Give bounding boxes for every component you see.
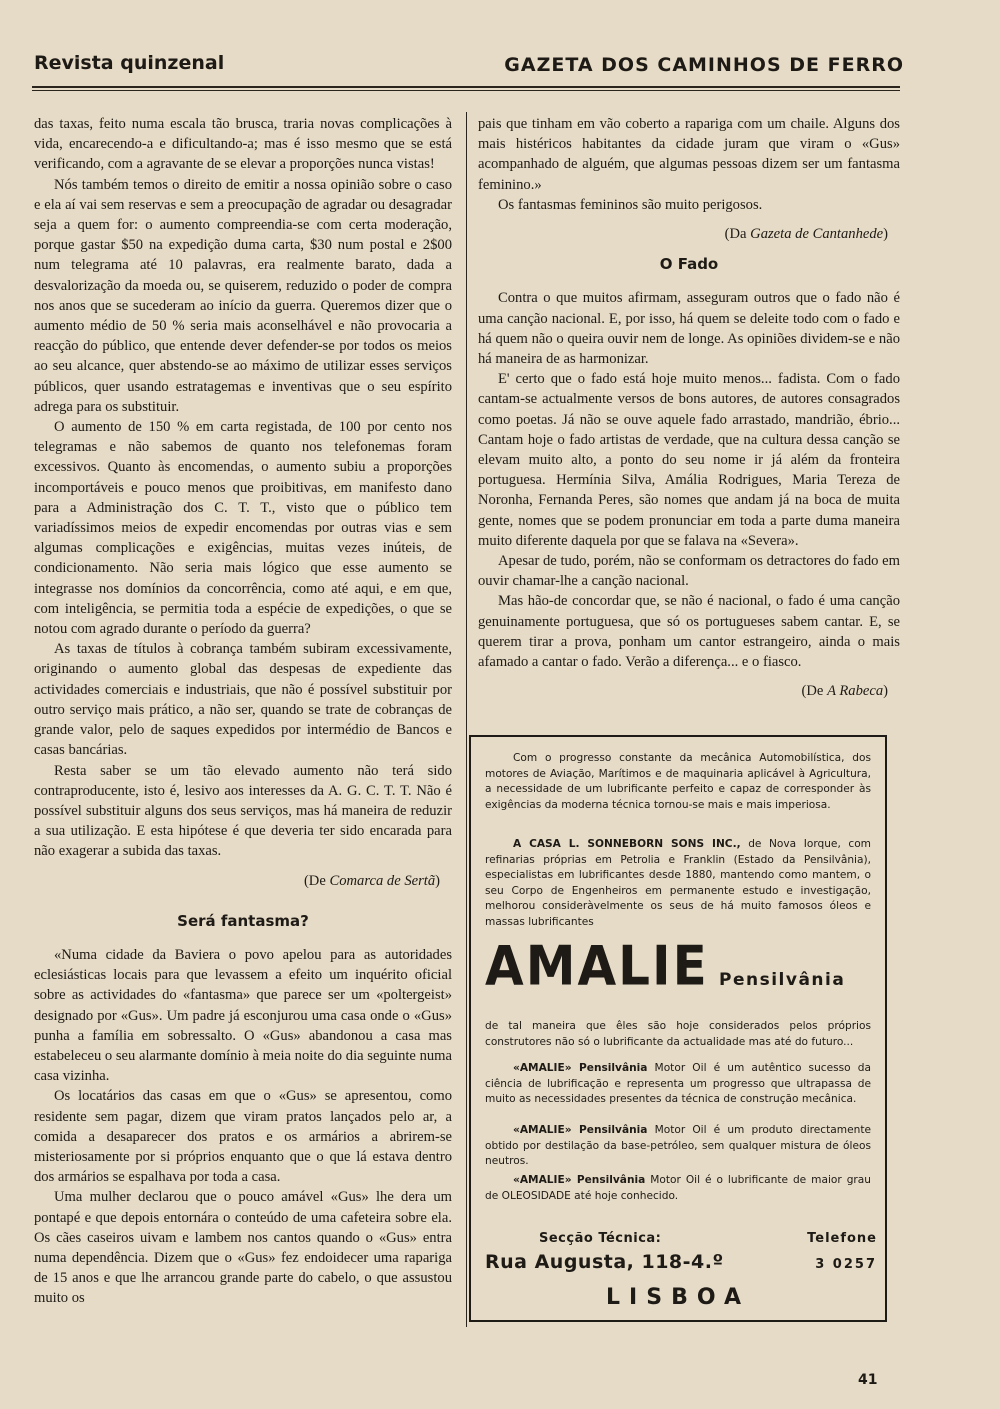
- paragraph: das taxas, feito numa escala tão brusca, traria novas complicações à vida, encarecendo-a e dificultando-a; mas é isso mesmo que se está verificando, com a agravante de se elevar a proporções nunca vistas!: [34, 116, 452, 173]
- paragraph: Resta saber se um tão elevado aumento não terá sido contraproducente, isto é, lesivo aos interesses da A. G. C. T. T. Não é possível substituir alguns dos seus serviços, mas há maneira de reduzir a sua utilização. E esta hipótese é que deveria ter sido encarada para não exagerar a subida das taxas.: [34, 762, 452, 860]
- ad-company-paragraph: A CASA L. SONNEBORN SONS INC., de Nova Iorque, com refinarias próprias em Petrolia e Franklin (Estado da Pensilvânia), especialistas em lubrificantes desde 1880, mantendo como mantem, o seu Corpo de Engenheiros em permanente estudo e investigação, melhorou consideràvelmente os seus de há muito famosos óleos e massas lubrificantes: [485, 838, 872, 928]
- ad-paragraph: «AMALIE» Pensilvânia Motor Oil é o lubrificante de maior grau de OLEOSIDADE até hoje conhecido.: [485, 1174, 871, 1202]
- header-right: GAZETA DOS CAMINHOS DE FERRO: [504, 54, 904, 76]
- paragraph: Contra o que muitos afirmam, asseguram outros que o fado não é uma canção nacional. E, por isso, há quem se deleite todo com o fado e há quem não o queira ouvir nem de longe. As opiniões dividem-se e não há maneira de as harmonizar.: [478, 290, 900, 368]
- header-rule: [32, 86, 900, 88]
- ad-paragraph: de tal maneira que êles são hoje considerados pelos próprios construtores não só o lubrificante da actualidade mas até do futuro...: [485, 1020, 871, 1048]
- ad-paragraph: «AMALIE» Pensilvânia Motor Oil é um produto directamente obtido por destilação da base-petróleo, sem qualquer mistura de óleos neutros.: [485, 1124, 872, 1167]
- right-column: [478, 114, 900, 711]
- brand-subtitle: Pensilvânia: [719, 970, 846, 990]
- amalie-advertisement: [469, 735, 887, 1322]
- phone-label: Telefone: [807, 1231, 877, 1246]
- paragraph: E' certo que o fado está hoje muito menos... fadista. Com o fado cantam-se actualmente versos de bons autores, de autores consagrados como poetas. Já não se ouve aquele fado arrastado, mandrião, ébrio... Cantam hoje o fado artistas de verdade, que na cultura dessa canção se elevam muito alto, a ponto do seu nome ir já além da fronteira portuguesa. Hermínia Silva, Amália Rodrigues, Maria Tereza de Noronha, Fernanda Peres, são nomes que andam já na boca de muita gente, nomes que se podem pronunciar em toda a parte duma maneira muito diferente daquela por que se falava na «Severa».: [478, 371, 900, 549]
- paragraph: «Numa cidade da Baviera o povo apelou para as autoridades eclesiásticas locais para que levassem a efeito um inquérito oficial sobre as actividades do «fantasma» que parece ser um «poltergeist» designado por «Gus». Um padre já esconjurou uma casa onde o «Gus» punha a família em sobressalto. O «Gus» abandonou a casa mas estabeleceu o seu alarmante domínio à meia noite do dia seguinte numa casa vizinha.: [34, 946, 452, 1085]
- ad-paragraph: «AMALIE» Pensilvânia Motor Oil é um autêntico sucesso da ciência de lubrificação e representa um progresso que ultrapassa de muito as necessidades presentes da técnica de construção mecânica.: [485, 1062, 871, 1105]
- section-label: Secção Técnica:: [539, 1231, 662, 1246]
- source-citation: (Da Gazeta de Cantanhede): [724, 226, 888, 243]
- paragraph: Uma mulher declarou que o pouco amável «Gus» lhe dera um pontapé e que depois entornára o conteúdo de uma cafeteira sobre ela. Os cães caseiros uivam e lambem nos cantos quando o «Gus» entra numa dependência. Dizem que o «Gus» fez endoidecer uma rapariga de 15 anos e que lhe arrancou grande parte do cabelo, o que assustou muito os: [34, 1189, 452, 1307]
- paragraph: Mas hão-de concordar que, se não é nacional, o fado é uma canção genuinamente portuguesa, que só os portugueses sabem cantar. E, se querem tirar a prova, ponham um cantor estrangeiro, ainda o mais afamado a cantar o fado. Verão a diferença... e o fiasco.: [478, 593, 900, 671]
- address: Rua Augusta, 118-4.º: [485, 1251, 724, 1273]
- source-citation: (De A Rabeca): [801, 683, 888, 700]
- paragraph: Os fantasmas femininos são muito perigosos.: [498, 196, 763, 213]
- brand-logo: AMALIE: [485, 934, 709, 998]
- paragraph: Nós também temos o direito de emitir a nossa opinião sobre o caso e ela aí vai sem reservas e sem a preocupação de agradar ou desagradar seja a quem for: o aumento compreendia-se com certa moderação, porque gastar $50 na expedição duma carta, $30 num postal e 2$00 num telegrama até 10 palavras, era realmente barato, dada a desvalorização da moeda ou, se quiserem, reduzido o poder de compra nos anos que se sucederam ao início da guerra. Queremos dizer que o aumento médio de 50 % seria mais aconselhável e não provocaria a reacção do público, que entende dever defender-se por todos os meios ao seu alcance, quer abstendo-se ao máximo de utilizar esses serviços públicos, quer usando estratagemas e inventivas que o seu espírito adrega para os substituir.: [34, 176, 452, 415]
- ad-intro: Com o progresso constante da mecânica Automobilística, dos motores de Aviação, Marítimos e de maquinaria aplicável à Agricultura, a necessidade de um lubrificante perfeito e capaz de corresponder às exigências da moderna técnica tornou-se mais e mais imperiosa.: [485, 752, 871, 811]
- page-number: 41: [858, 1372, 878, 1388]
- paragraph: Apesar de tudo, porém, não se conformam os detractores do fado em ouvir chamar-lhe a canção nacional.: [478, 553, 900, 590]
- column-divider: [466, 112, 467, 1327]
- city: LISBOA: [606, 1285, 750, 1310]
- header-rule-thin: [32, 90, 900, 91]
- header-left: Revista quinzenal: [34, 52, 225, 74]
- article-heading: O Fado: [659, 255, 719, 274]
- source-citation: (De Comarca de Sertã): [303, 872, 440, 889]
- phone-number: 3 0257: [815, 1257, 877, 1272]
- paragraph: O aumento de 150 % em carta registada, de 100 por cento nos telegramas e não sabemos de quanto nos telefonemas foram excessivos. Quanto às encomendas, o aumento subiu a proporções incomportáveis e pouco menos que proibitivas, em manifesto dano para a Administração dos C. T. T., visto que o público tem variadíssimos meios de expedir encomendas por outras vias e sem algumas complicações e exigências, muitas vezes inúteis, de condicionamento. Não seria mais lógico que esse aumento se integrasse nos domínios da concorrência, como até aqui, e em que, com inteligência, se permitia toda a espécie de expedições, o que se notou com agrado durante o período da guerra?: [34, 419, 452, 638]
- paragraph: Os locatários das casas em que o «Gus» se apresentou, como residente sem pagar, dizem que viram pratos lançados pelo ar, a comida a desaparecer dos pratos e os armários a abrirem-se misteriosamente por si próprios enquanto que o que lá estava dentro dos armários se espalhava por toda a casa.: [34, 1088, 452, 1186]
- left-column: [34, 114, 452, 1309]
- paragraph: pais que tinham em vão coberto a rapariga com um chaile. Alguns dos mais histéricos habitantes da cidade juram que viram o «Gus» acompanhado de alguém, que algumas pessoas dizem ser um fantasma feminino.»: [478, 116, 900, 193]
- paragraph: As taxas de títulos à cobrança também subiram excessivamente, originando o aumento global das despesas de expediente das actividades comerciais e industriais, que não é possível substituir por outro serviço mais prático, a não ser, quando se trate de cobranças de grande valor, pelo de saques expedidos por intermédio de Bancos e casas bancárias.: [34, 641, 452, 759]
- article-heading: Será fantasma?: [177, 911, 309, 930]
